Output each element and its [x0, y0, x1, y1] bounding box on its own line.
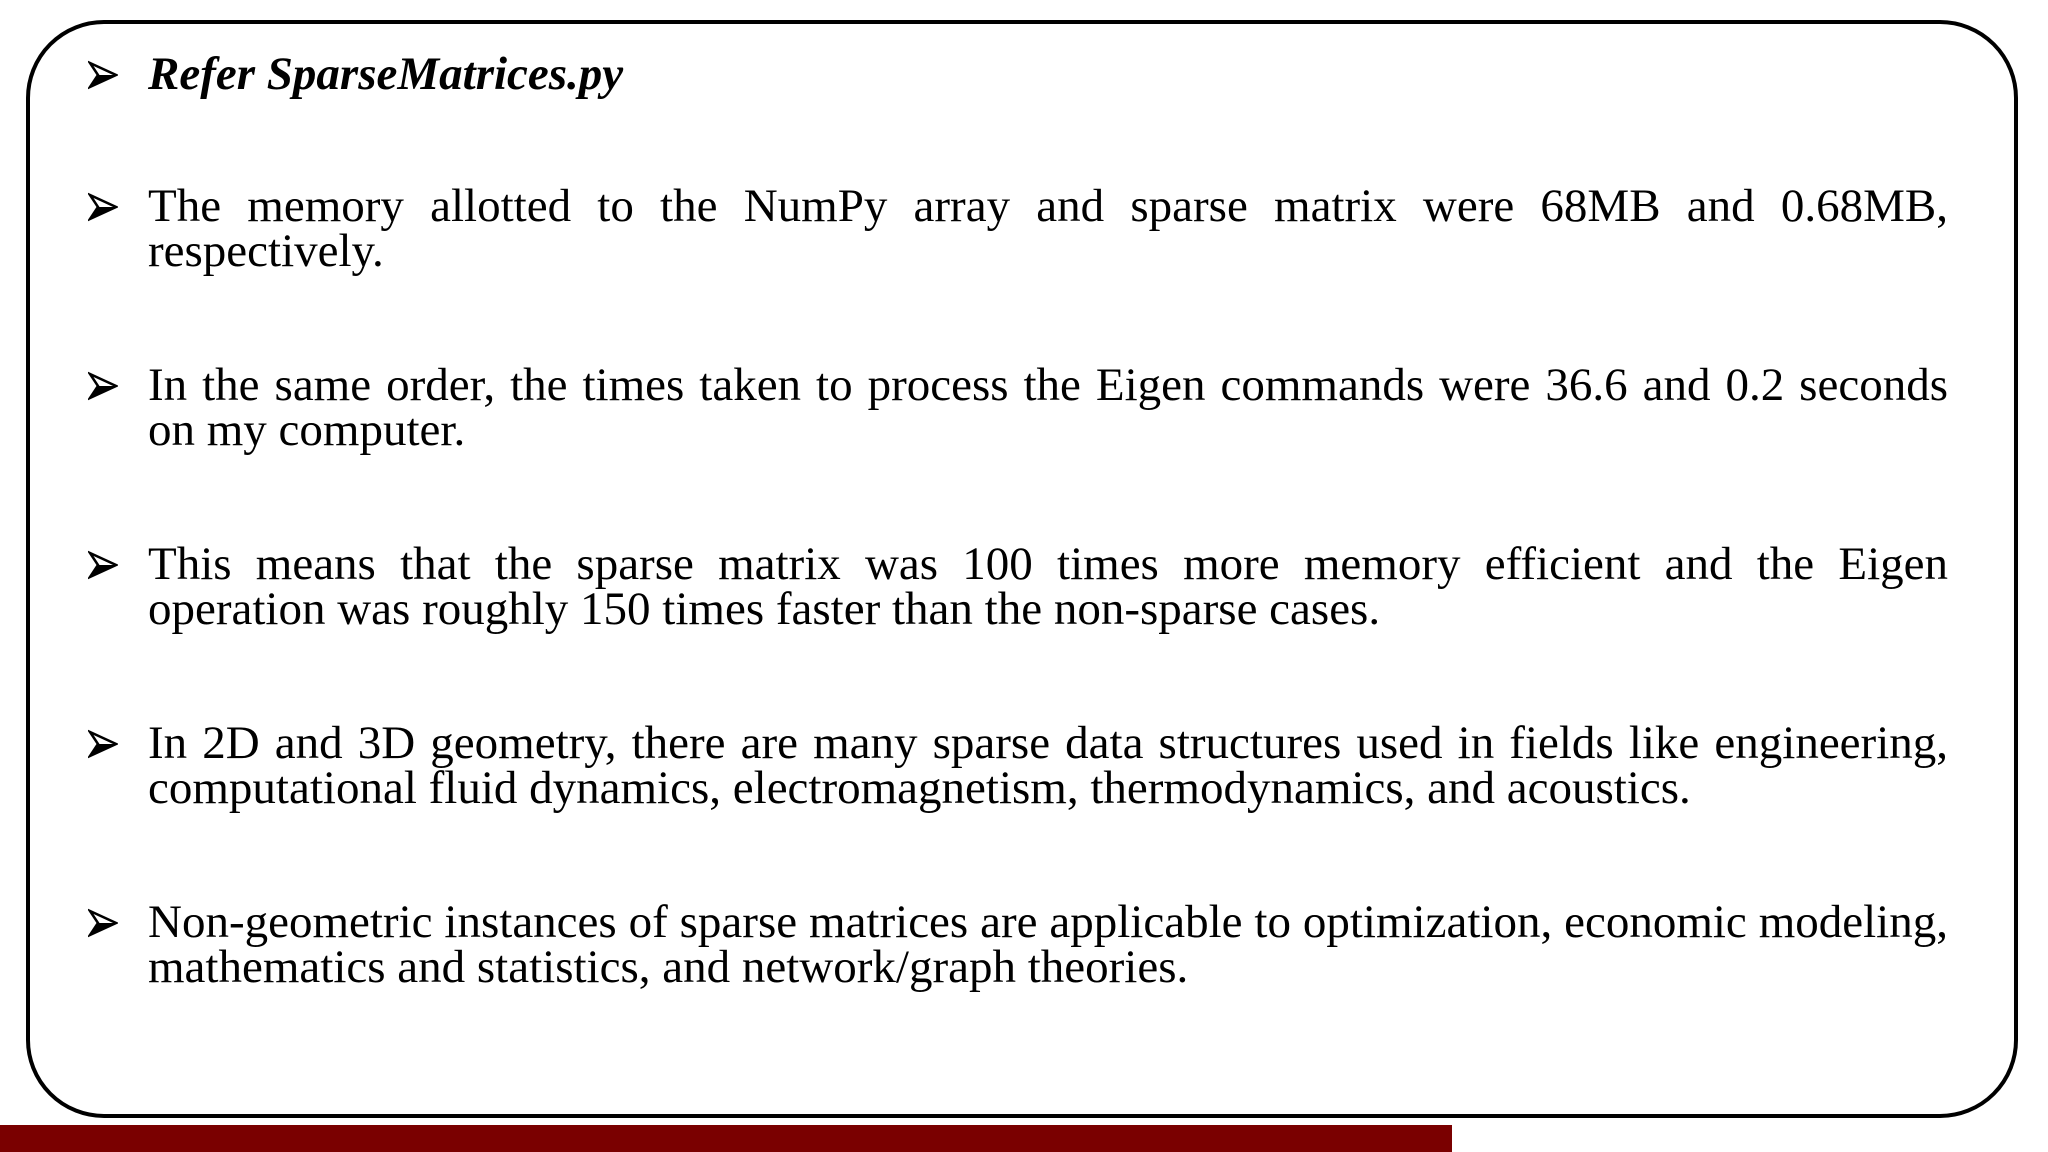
arrow-bullet-icon	[88, 729, 118, 759]
arrow-bullet-icon	[88, 192, 118, 222]
bullet-item	[88, 538, 1948, 635]
bullet-text: In 2D and 3D geometry, there are many sparse data structures used in fields like engineering, computational fluid dynamics, electromagnetism, thermodynamics, and acoustics.	[148, 717, 1948, 814]
arrow-bullet-icon	[88, 60, 118, 90]
bullet-item	[88, 896, 1948, 993]
bullet-text: In the same order, the times taken to process the Eigen commands were 36.6 and 0.2 seconds on my computer.	[148, 359, 1948, 456]
bullet-text: Non-geometric instances of sparse matrices are applicable to optimization, economic modeling, mathematics and statistics, and network/graph theories.	[148, 896, 1948, 993]
bullet-text: The memory allotted to the NumPy array and sparse matrix were 68MB and 0.68MB, respectively.	[148, 180, 1948, 277]
bullet-list	[88, 48, 1948, 993]
arrow-bullet-icon	[88, 371, 118, 401]
bullet-text: Refer SparseMatrices.py	[148, 48, 624, 100]
bullet-text: This means that the sparse matrix was 100 times more memory efficient and the Eigen operation was roughly 150 times faster than the non-sparse cases.	[148, 538, 1948, 635]
bullet-item	[88, 48, 1948, 100]
bullet-item	[88, 359, 1948, 456]
arrow-bullet-icon	[88, 550, 118, 580]
bullet-item	[88, 717, 1948, 814]
bottom-accent-bar	[0, 1125, 1452, 1152]
bullet-item	[88, 180, 1948, 277]
arrow-bullet-icon	[88, 908, 118, 938]
